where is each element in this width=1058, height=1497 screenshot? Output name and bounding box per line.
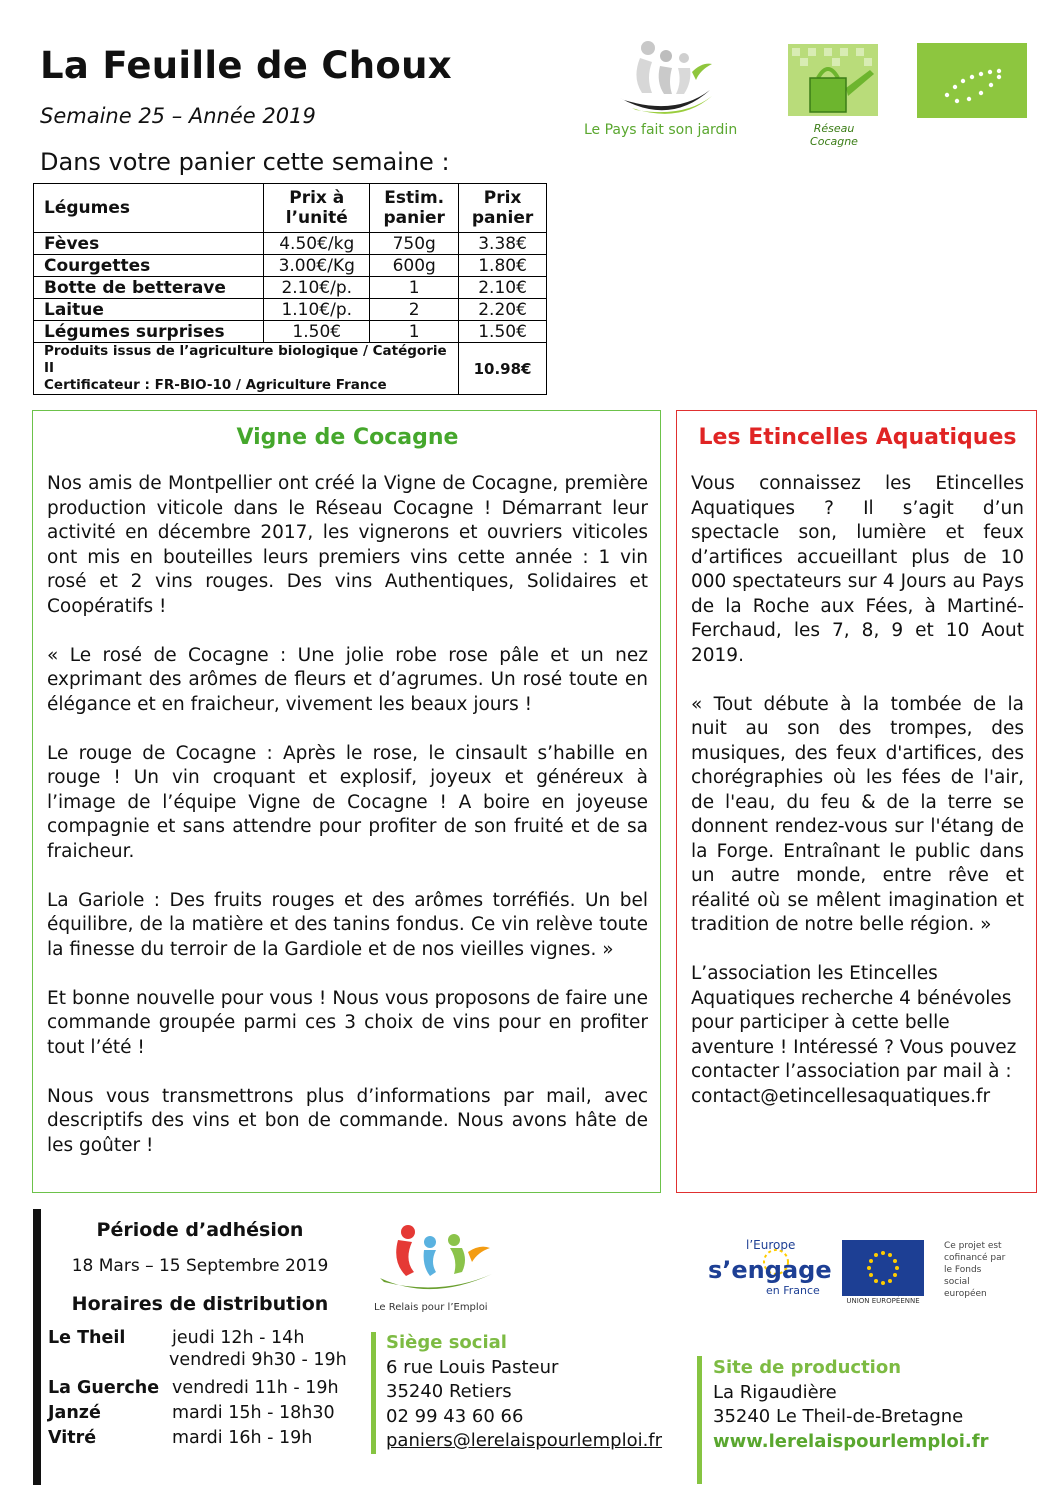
row-name: Courgettes (34, 255, 264, 277)
schedule-row (48, 1401, 350, 1426)
row-price: 2.20€ (459, 299, 547, 321)
vigne-title: Vigne de Cocagne (236, 425, 459, 450)
table-row (34, 255, 547, 277)
reseau-cocagne-label: Réseau Cocagne (810, 122, 858, 148)
vigne-cocagne-article (32, 410, 661, 1193)
production-title: Site de production (713, 1357, 902, 1378)
row-price: 1.50€ (459, 321, 547, 343)
vigne-paragraph: Le rouge de Cocagne : Après le rose, le cinsault s’habille en rouge ! Un vin croquant et explosif, joyeux et généreux à l’image de l’équipe Vigne de Cocagne ! A boire en joyeuse compagnie et sans attendre pour profiter de son fruité et de sa fraicheur. (47, 742, 648, 862)
footer-divider-bar (33, 1209, 41, 1485)
row-name: Botte de betterave (34, 277, 264, 299)
engage-word: s’engage (708, 1256, 832, 1284)
etincelles-article (676, 410, 1037, 1193)
period-dates: 18 Mars – 15 Septembre 2019 (71, 1256, 329, 1276)
certification-line-2: Certificateur : FR-BIO-10 / Agriculture France (44, 377, 387, 393)
schedule-row (48, 1376, 350, 1401)
certification-line-1: Produits issus de l’agriculture biologique / Catégorie II (44, 343, 447, 376)
siege-email-link[interactable]: paniers@lerelaispourlemploi.fr (386, 1430, 663, 1451)
euro-leaf-icon (917, 43, 1027, 118)
siege-phone: 02 99 43 60 66 (386, 1405, 524, 1427)
eu-union-label: UNION EUROPÉENNE (846, 1297, 920, 1305)
etincelles-paragraph: « Tout débute à la tombée de la nuit au son des trompes, des musiques, des feux d'artifices, des chorégraphies où les fées de l'air, de l'eau, du feu & de la terre se donnent rendez-vous sur l'étang de la Forge. Entraînant le public dans un autre monde, entre rêve et réalité où se mêlent imagination et tradition de notre belle région. » (691, 693, 1024, 935)
row-price: 3.38€ (459, 233, 547, 255)
pays-jardin-logo (580, 38, 752, 142)
basket-total: 10.98€ (459, 343, 547, 395)
vigne-paragraph: La Gariole : Des fruits rouges et des arômes torréfiés. Un bel équilibre, de la matière et des tanins fondus. Ce vin relève toute la finesse du terroir de la Gardiole et de nos vieilles vignes. » (47, 889, 648, 960)
row-unit-price: 1.50€ (264, 321, 370, 343)
schedule-city: Janzé (48, 1403, 101, 1423)
table-header-row (34, 184, 547, 233)
europe-engage-logo (706, 1238, 832, 1302)
row-name: Légumes surprises (34, 321, 264, 343)
table-row (34, 277, 547, 299)
schedule-city (48, 1351, 172, 1376)
header-legumes: Légumes (34, 184, 264, 233)
basket-table (33, 183, 547, 395)
production-city: 35240 Le Theil-de-Bretagne (713, 1406, 964, 1427)
row-name: Laitue (34, 299, 264, 321)
siege-social-block (386, 1331, 662, 1454)
header-estimate: Estim. panier (370, 184, 459, 233)
table-row (34, 233, 547, 255)
eu-flag (842, 1240, 924, 1296)
header-unit-price: Prix à l’unité (264, 184, 370, 233)
siege-city: 35240 Retiers (386, 1381, 512, 1402)
basket-heading: Dans votre panier cette semaine : (40, 148, 450, 176)
vigne-paragraph: Nous vous transmettrons plus d’informations par mail, avec descriptifs des vins et bon de commande. Nous avons hâte de les goûter ! (47, 1085, 648, 1156)
certification-note (34, 343, 459, 395)
schedule-city: La Guerche (48, 1378, 160, 1398)
relais-people-icon (372, 1222, 512, 1298)
schedule-hours: vendredi 11h - 19h (172, 1378, 339, 1398)
table-footer-row (34, 343, 547, 395)
production-block (713, 1356, 988, 1454)
vigne-paragraph: « Le rosé de Cocagne : Une jolie robe rose pâle et un nez exprimant des arômes de fleurs et d’agrumes. Un rosé toute en élégance et en fraicheur, vivement les beaux jours ! (47, 644, 648, 715)
row-estimate: 1 (370, 321, 459, 343)
etincelles-paragraph: L’association les Etincelles Aquatiques recherche 4 bénévoles pour participer à cette belle aventure ! Intéressé ? Vous pouvez contacter l’association par mail à : contact@etincellesaquatiques.fr (691, 963, 1017, 1107)
engage-bottom-text: en France (766, 1284, 820, 1297)
relais-emploi-logo (372, 1222, 512, 1322)
website-link[interactable]: www.lerelaispourlemploi.fr (713, 1430, 989, 1452)
siege-bar (371, 1332, 376, 1454)
fse-cofinance-text: Ce projet est cofinancé par le Fonds social européen (944, 1241, 1006, 1299)
eu-flag-stars-icon (842, 1240, 924, 1296)
engage-top-text: l’Europe (746, 1238, 796, 1252)
schedule-hours: vendredi 9h30 - 19h (169, 1350, 347, 1370)
row-unit-price: 3.00€/Kg (264, 255, 370, 277)
relais-logo-label: Le Relais pour l’Emploi (374, 1302, 488, 1313)
issue-subtitle: Semaine 25 – Année 2019 (40, 104, 316, 128)
schedule-city: Vitré (48, 1428, 97, 1448)
row-estimate: 600g (370, 255, 459, 277)
production-bar (697, 1356, 702, 1484)
row-price: 1.80€ (459, 255, 547, 277)
schedule-row (48, 1351, 350, 1376)
schedule-city: Le Theil (48, 1328, 126, 1348)
row-price: 2.10€ (459, 277, 547, 299)
table-row (34, 321, 547, 343)
vigne-paragraph: Et bonne nouvelle pour vous ! Nous vous proposons de faire une commande groupée parmi ces 3 choix de vins pour en profiter tout l’été ! (47, 987, 648, 1058)
vigne-paragraph: Nos amis de Montpellier ont créé la Vigne de Cocagne, première production viticole dans le Réseau Cocagne ! Démarrant leur activité en décembre 2017, les vignerons et ouvriers viticoles ont mis en bouteilles leurs premiers vins cette année : 1 vin rosé et 2 vins rouges. Des vins Authentiques, Solidaires et Coopératifs ! (47, 473, 648, 617)
header-basket-price: Prix panier (459, 184, 547, 233)
etincelles-title: Les Etincelles Aquatiques (698, 425, 1017, 450)
row-unit-price: 4.50€/kg (264, 233, 370, 255)
etincelles-paragraph: Vous connaissez les Etincelles Aquatiques ? Il s’agit d’un spectacle son, lumière et feux d’artifices accueillant plus de 10 000 spectateurs sur 4 Jours au Pays de la Roche aux Fées, à Martiné-Ferchaud, les 7, 8, 9 et 10 Aout 2019. (691, 473, 1024, 666)
period-title: Période d’adhésion (96, 1219, 304, 1241)
page-title: La Feuille de Choux (40, 44, 452, 87)
siege-title: Siège social (386, 1332, 507, 1353)
schedule-row (48, 1426, 350, 1451)
pays-jardin-label: Le Pays fait son jardin (584, 122, 738, 138)
siege-street: 6 rue Louis Pasteur (386, 1356, 559, 1378)
row-estimate: 1 (370, 277, 459, 299)
table-row (34, 299, 547, 321)
schedule-hours: mardi 16h - 19h (172, 1428, 313, 1448)
row-name: Fèves (34, 233, 264, 255)
people-swoosh-icon (580, 38, 752, 118)
row-unit-price: 1.10€/p. (264, 299, 370, 321)
distribution-schedule (48, 1326, 350, 1451)
eu-organic-logo (917, 43, 1027, 118)
row-estimate: 2 (370, 299, 459, 321)
production-place: La Rigaudière (713, 1381, 837, 1403)
hours-title: Horaires de distribution (71, 1293, 329, 1315)
reseau-cocagne-logo (788, 44, 884, 148)
row-unit-price: 2.10€/p. (264, 277, 370, 299)
schedule-hours: mardi 15h - 18h30 (172, 1403, 335, 1423)
row-estimate: 750g (370, 233, 459, 255)
watering-can-icon (788, 44, 884, 118)
schedule-hours: jeudi 12h - 14h (172, 1328, 305, 1348)
